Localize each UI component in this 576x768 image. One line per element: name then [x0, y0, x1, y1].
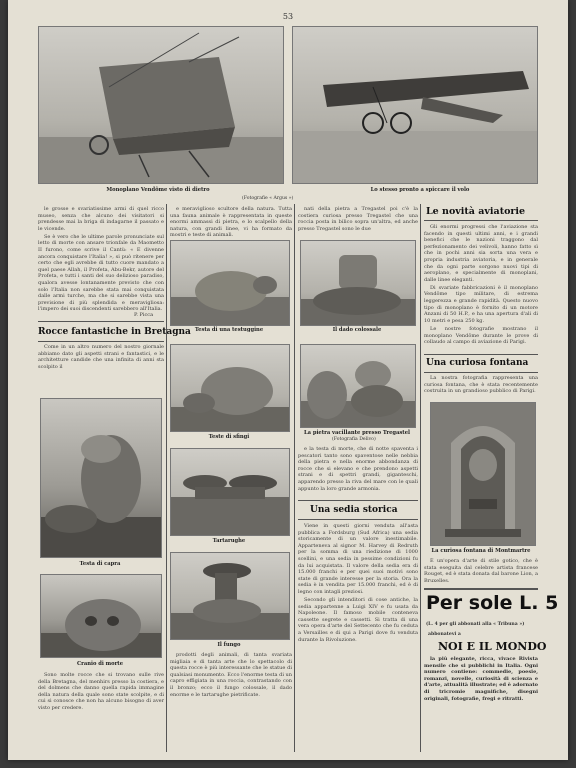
fontana-rule-top	[424, 354, 538, 355]
tortoise-head-rock-photo	[170, 240, 290, 326]
fountain-caption: La curiosa fontana di Montmartre	[431, 548, 531, 554]
goat-head-rock-illustration	[41, 399, 161, 557]
column-divider-3	[420, 204, 421, 752]
tortoises-rock-photo	[170, 448, 290, 536]
right-top-text	[298, 206, 418, 238]
sphinx-heads-rock-photo	[170, 344, 290, 432]
rocce-intro-text	[38, 344, 164, 396]
ad-subscriber-note: (L. 4 per gli abbonati alla « Tribuna »)	[426, 622, 525, 627]
sedia-headline: Una sedia storica	[310, 505, 398, 515]
fontana-after-text	[424, 558, 538, 584]
rocce-intro-paragraph: Come in un altro numero del nostro giornale abbiamo dato gli aspetti strani e fantastici, e le architetture candide che una infinita di anni sta scolpito il	[38, 344, 164, 370]
sedia-rule-top	[298, 500, 418, 501]
right-top-paragraph: nati della pietra a Tregastel poi c'è la costiera curiosa presso Tregastel che una roccia posta in bilico sopra un'altra, ed anche presso Tregastel sono le due	[298, 206, 418, 232]
fontana-after-paragraph: È un'opera d'arte di stile gotico, che è stata eseguita dal celebre artista francese Rouget, ed è stata donata dal barone Lion, a Bruxelles.	[424, 558, 538, 584]
monoplane-rear-illustration	[39, 27, 283, 183]
rocce-headline-rule	[38, 341, 164, 342]
rocking-stone-illustration	[301, 345, 415, 427]
column-divider-2	[294, 204, 295, 752]
ad-abbonatevi: abbonatevi a	[428, 632, 461, 637]
aviatorie-article-text	[424, 224, 538, 352]
intro-paragraph-1: le grosse e svariatissime armi di quel ricco museo, senza che alcuno dei visitatori si prendesse mai la briga di indagarne il passato e le vicende.	[38, 206, 164, 232]
fountain-photo	[430, 402, 536, 546]
newspaper-page	[8, 0, 568, 760]
skull-caption: Cranio di morte	[76, 661, 123, 667]
monoplane-ready-photo	[292, 26, 538, 184]
tortoises-rock-illustration	[171, 449, 289, 535]
photo-credit: (Fotografie « Argus »)	[242, 196, 294, 201]
rocking-stone-photo	[300, 344, 416, 428]
monoplane-ready-caption: Lo stesso pronto a spiccare il volo	[370, 187, 470, 193]
ad-price-headline: Per sole L. 5	[426, 592, 559, 614]
ad-magazine-title: NOI E IL MONDO	[438, 640, 547, 653]
sedia-paragraph-2: Secondo gli intenditori di cose antiche, la sedia appartenne a Luigi XIV e fu usata da Napoleone. Il famoso mobile conteneva cassette segrete e cassetti. Si tratta di una vera opera d'arte del Settecento che fu ceduta a Versailles e di qui a Parigi dove fu venduta durante la Rivoluzione.	[298, 597, 418, 643]
monoplane-ready-illustration	[293, 27, 537, 183]
ad-body-text	[424, 656, 538, 752]
rocce-headline: Rocce fantastiche in Bretagna	[38, 327, 191, 337]
die-caption: Il dado colossale	[332, 327, 382, 333]
fontana-headline: Una curiosa fontana	[426, 358, 529, 368]
bottom-middle-paragraph: prodotti degli animali, di tanta svariata migliaia e di tanta arte che lo spettacolo di questa rocce è più interessante che le statue di qualsiasi monumento. Ecco l'enorme testa di un capro effigiata in una roccia, contrastando con il bronzo; ecco il fungo colossale, il dado enorme e le tartarughe pietrificate.	[170, 652, 292, 698]
goat-head-caption: Testa di capra	[79, 561, 121, 567]
bottom-left-text	[38, 672, 164, 752]
aviatorie-paragraph-1: Gli enormi progressi che l'aviazione sta facendo in questi ultimi anni, e i grandi benefici che le nazioni traggono dal perfezionamento dei velivoli, hanno fatto sì che in pochi anni sia sorta una vera e propria industria aviatoria, e in generale che da ogni parte sorgono nuovi tipi di aeroplano, e specialmente di monoplani, dalle linee eleganti.	[424, 224, 538, 283]
mushroom-rock-illustration	[171, 553, 289, 639]
centre-lower-text	[298, 446, 418, 496]
intro-signature: P. Picca	[134, 312, 154, 318]
skull-rock-photo	[40, 574, 162, 658]
fontana-paragraph: La nostra fotografia rappresenta una curiosa fontana, che è stata recentemente costruita in un grandioso pubblico di Parigi.	[424, 375, 538, 395]
fontana-rule-bottom	[424, 372, 538, 373]
intro-divider	[38, 321, 164, 322]
tortoise-caption: Testa di una testuggine	[194, 327, 264, 333]
aviatorie-headline: Le novità aviatorie	[426, 206, 526, 217]
intro-paragraph-2: Se è vero che le ultime parole pronunciate sul letto di morte con ansare trionfale da Maometto II furono, come scrive il Cantù: « E divenne ancora conquistare l'Italia! », si può ritenere per certo che egli avrebbe di tutto cuore mandato a quel paese Allah, il Profeta, Abu-Bekr, autore del Profeta, e tutti i santi del suo delizioso paradiso, qualora avesse lontanamente previsto che con solo l'Italia non sarebbe stata mai conquistata dalle armi turche, ma che si sarebbe vista una previsione di più splendida e meravigliosa: l'impero dei suoi discendenti sarebbero all'Italia.	[38, 233, 164, 312]
tortoise-head-rock-illustration	[171, 241, 289, 325]
sphinx-caption: Teste di sfingi	[208, 434, 250, 440]
sphinx-heads-rock-illustration	[171, 345, 289, 431]
sedia-rule-bottom	[298, 519, 418, 520]
bottom-middle-text	[170, 652, 292, 752]
column-divider-1	[166, 204, 167, 752]
goat-head-rock-photo	[40, 398, 162, 558]
monoplane-rear-photo	[38, 26, 284, 184]
rocking-stone-credit: (Fotografia Delivo)	[332, 437, 376, 442]
skull-rock-illustration	[41, 575, 161, 657]
aviatorie-rule	[424, 220, 538, 221]
sedia-article-text	[298, 523, 418, 753]
tortoises-caption: Tartarughe	[212, 538, 246, 544]
ad-rule	[424, 588, 538, 590]
aviatorie-paragraph-2: Di svariate fabbricazioni è il monoplano Vendôme tipo militare, di estrema leggerezza e grande rapidità. Questo nuovo tipo di monoplano è fornito di un motore Anzani di 50 H.P., e ha una apertura d'ali di 10 metri e pesa 250 kg.	[424, 284, 538, 324]
mushroom-rock-photo	[170, 552, 290, 640]
rocking-stone-caption: La pietra vacillante presso Tregastel	[304, 430, 410, 436]
bottom-left-paragraph: Sono molte rocce che si trovano sulle rive della Bretagna, del menhirs presso la costiera, e del dolmens che danno quella rapida immagine della natura della quale sono state scolpite, e di cui si conosce che non ha alcuno bisogno di aver visto per credere.	[38, 672, 164, 711]
colossal-die-rock-photo	[300, 240, 416, 326]
mushroom-caption: Il fungo	[217, 642, 241, 648]
fountain-illustration	[431, 403, 535, 545]
centre-lower-paragraph: e la testa di morte, che di notte spaventa i pescatori tanto sono spaventose nelle nebbia della pietra e nella enorme abbondanza di rocce che si elevano e che prendono aspetti strani e di spettri grandi, giganteschi, apparendo presso la riva del mare con le quali appunto la loro grande armonia.	[298, 446, 418, 492]
middle-top-text	[170, 206, 292, 238]
colossal-die-rock-illustration	[301, 241, 415, 325]
page-number: 53	[282, 12, 294, 21]
aviatorie-paragraph-3: Le nostre fotografie mostrano il monoplano Vendôme durante le prove di collaudo al campo di aviazione di Parigi.	[424, 325, 538, 346]
fontana-intro-text	[424, 375, 538, 401]
sedia-paragraph-1: Viene in questi giorni venduta all'asta pubblica a Fordsburg (Sud Africa) una sedia storicamente di un valore inestimabile. Apparteneva al signor M. Harvey di Redruth per la somma di una riedizione di 1000 scellini, e una sedia in pessime condizioni fu da lui acquistata. Il valore della sedia era di 15.000 franchi e per quei suoi motivi sono state di grande interesse per la storia. Ora la sedia è in vendita per 15.000 franchi, ed è di legno con intagli preziosi.	[298, 523, 418, 595]
middle-top-paragraph: e meraviglioso scultore della natura. Tutta una fauna animale è rappresentata in queste enormi ammassi di pietra, e lo scalpello della natura, con grandi linee, vi ha formato da mostri e teste di animali.	[170, 206, 292, 238]
intro-article-text	[38, 206, 164, 312]
monoplane-rear-caption: Monoplano Vendôme visto di dietro	[106, 187, 210, 193]
ad-body-paragraph: la più elegante, ricca, vivace Rivista mensile che si pubblichi in Italia. Ogni numero contiene: commedie, poesie, romanzi, novelle, curiosità di scienza e d'arte, attualità illustrate; ed è adornato di tricromie magnifiche, disegni originali, fotografie, fregi e ritratti.	[424, 656, 538, 702]
